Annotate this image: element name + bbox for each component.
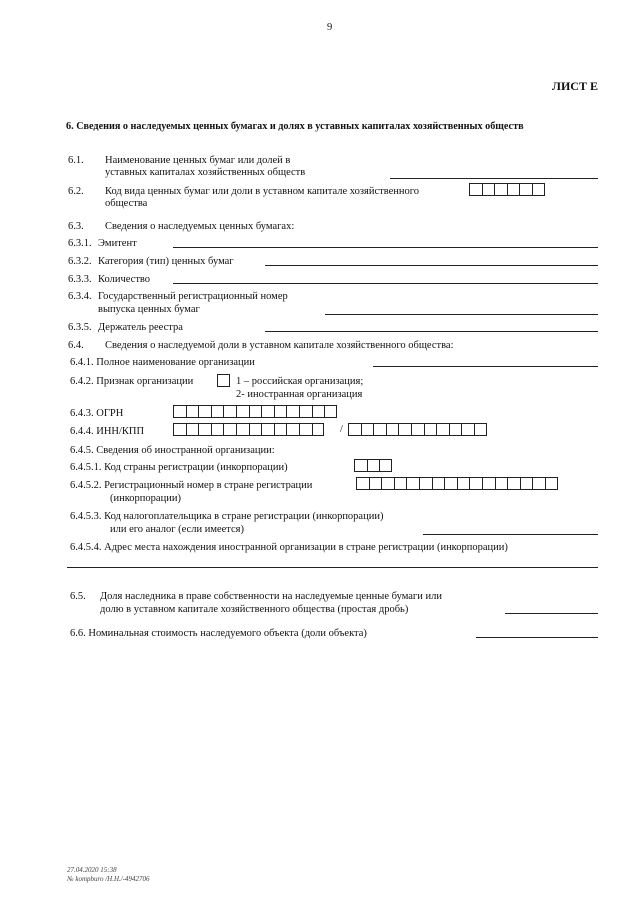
- inn-kpp-separator: /: [340, 424, 343, 435]
- item-6-5-label: Доля наследника в праве собственности на наследуемые ценные бумаги или: [100, 591, 442, 602]
- org-type-option-1: 1 – российская организация;: [236, 376, 364, 387]
- quantity-field[interactable]: [173, 283, 598, 284]
- item-6-3-4-label-2: выпуска ценных бумаг: [98, 304, 200, 315]
- ogrn-cells[interactable]: [173, 405, 337, 418]
- item-6-3-3-label: Количество: [98, 274, 151, 285]
- item-6-1-num: 6.1.: [68, 155, 84, 166]
- item-6-5-num: 6.5.: [70, 591, 86, 602]
- foreign-reg-number-cells[interactable]: [356, 477, 558, 490]
- security-type-field[interactable]: [265, 265, 598, 266]
- item-6-3-2-num: 6.3.2.: [68, 256, 92, 267]
- item-6-3-1-label: Эмитент: [98, 238, 137, 249]
- reg-number-field[interactable]: [325, 314, 598, 315]
- share-fraction-field[interactable]: [505, 613, 598, 614]
- foreign-tax-id-field[interactable]: [423, 534, 598, 535]
- item-6-4-5-3-label-2: или его аналог (если имеется): [110, 524, 244, 535]
- item-6-3-1-num: 6.3.1.: [68, 238, 92, 249]
- item-6-3-5-num: 6.3.5.: [68, 322, 92, 333]
- item-6-3-2-label: Категория (тип) ценных бумаг: [98, 256, 234, 267]
- item-6-3-num: 6.3.: [68, 221, 84, 232]
- item-6-4-3-label: 6.4.3. ОГРН: [70, 408, 124, 419]
- org-name-field[interactable]: [373, 366, 598, 367]
- item-6-4-5-1-label: 6.4.5.1. Код страны регистрации (инкорпорации): [70, 462, 288, 473]
- item-6-3-3-num: 6.3.3.: [68, 274, 92, 285]
- item-6-2-label: Код вида ценных бумаг или доли в уставном капитале хозяйственного: [105, 186, 420, 197]
- item-6-1-label: Наименование ценных бумаг или долей в: [105, 155, 291, 166]
- item-6-3-label: Сведения о наследуемых ценных бумагах:: [105, 221, 295, 232]
- org-type-option-2: 2- иностранная организация: [236, 389, 363, 400]
- inn-cells[interactable]: [173, 423, 324, 436]
- item-6-2-num: 6.2.: [68, 186, 84, 197]
- item-6-4-5-2-label: 6.4.5.2. Регистрационный номер в стране регистрации: [70, 480, 313, 491]
- section-title: 6. Сведения о наследуемых ценных бумагах и долях в уставных капиталах хозяйственных обществ: [66, 121, 524, 132]
- item-6-1-label-2: уставных капиталах хозяйственных обществ: [105, 167, 306, 178]
- issuer-field[interactable]: [173, 247, 598, 248]
- kpp-cells[interactable]: [348, 423, 487, 436]
- foreign-address-field[interactable]: [67, 567, 598, 568]
- registrar-field[interactable]: [265, 331, 598, 332]
- org-type-box[interactable]: [217, 374, 230, 387]
- item-6-2-code-cells[interactable]: [469, 183, 545, 196]
- item-6-4-5-2-label-2: (инкорпорации): [110, 493, 181, 504]
- item-6-4-1-label: 6.4.1. Полное наименование организации: [70, 357, 255, 368]
- item-6-3-4-num: 6.3.4.: [68, 291, 92, 302]
- item-6-4-2-label: 6.4.2. Признак организации: [70, 376, 194, 387]
- footer-doc-id: № kompburo /Н.Н./-4942706: [67, 875, 150, 883]
- item-6-1-field[interactable]: [390, 178, 598, 179]
- item-6-3-5-label: Держатель реестра: [98, 322, 183, 333]
- item-6-4-4-label: 6.4.4. ИНН/КПП: [70, 426, 145, 437]
- item-6-4-num: 6.4.: [68, 340, 84, 351]
- item-6-4-5-label: 6.4.5. Сведения об иностранной организации:: [70, 445, 275, 456]
- item-6-5-label-2: долю в уставном капитале хозяйственного общества (простая дробь): [100, 604, 409, 615]
- item-6-4-label: Сведения о наследуемой доли в уставном капитале хозяйственного общества:: [105, 340, 454, 351]
- item-6-6-label: 6.6. Номинальная стоимость наследуемого объекта (доли объекта): [70, 628, 367, 639]
- item-6-4-5-3-label: 6.4.5.3. Код налогоплательщика в стране регистрации (инкорпорации): [70, 511, 384, 522]
- item-6-2-label-2: общества: [105, 198, 148, 209]
- item-6-4-5-4-label: 6.4.5.4. Адрес места нахождения иностранной организации в стране регистрации (инкорпорации): [70, 542, 508, 553]
- footer-timestamp: 27.04.2020 15:38: [67, 866, 117, 874]
- country-code-cells[interactable]: [354, 459, 392, 472]
- sheet-title: ЛИСТ Е: [552, 79, 598, 93]
- page-number: 9: [327, 22, 333, 33]
- item-6-3-4-label: Государственный регистрационный номер: [98, 291, 288, 302]
- nominal-value-field[interactable]: [476, 637, 598, 638]
